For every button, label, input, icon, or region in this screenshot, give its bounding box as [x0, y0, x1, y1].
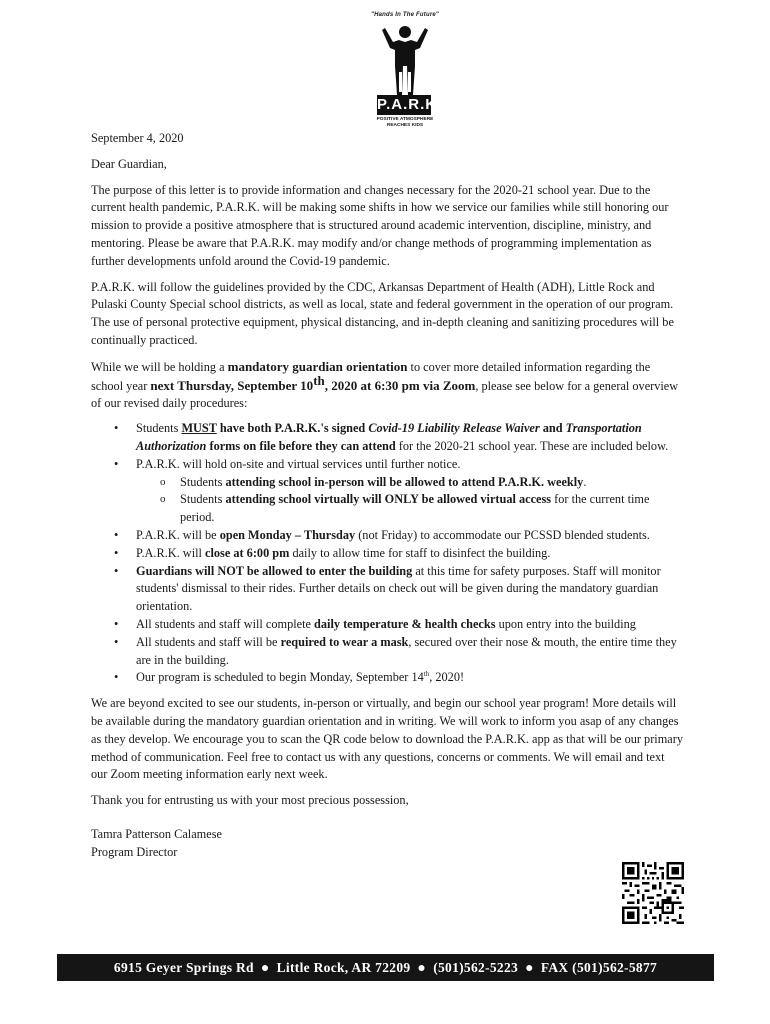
footer-fax: FAX (501)562-5877: [540, 960, 658, 975]
list-item: • Students MUST have both P.A.R.K.'s signed Covid-19 Liability Release Waiver and Transportation Authorization forms on file before they can attend for the 2020-21 school year. These are included below.: [136, 420, 683, 456]
bullet-dot-icon: ●: [417, 961, 427, 976]
list-item: • P.A.R.K. will hold on-site and virtual services until further notice. o Students attending school in-person will be allowed to attend P.A.R.K. weekly. o Students attending school virtually will ONLY be allowed virtual access for the current time period.: [136, 456, 683, 527]
logo-slogan: "Hands In The Future": [371, 12, 439, 18]
logo-tagline: POSITIVE ATMOSPHERE REACHES KIDS: [376, 117, 434, 128]
footer-phone: (501)562-5223: [433, 960, 519, 975]
list-item: • Our program is scheduled to begin Monday, September 14th, 2020!: [136, 669, 683, 687]
paragraph-purpose: The purpose of this letter is to provide information and changes necessary for the 2020-21 school year. Due to the current health pandemic, P.A.R.K. will be making some shifts in how we service our families while still honoring our mission to provide a positive atmosphere that is structured around academic intervention, discipline, ministry, and mentoring. Please be aware that P.A.R.K. may modify and/or change methods of programming implementation as further developments unfold around the Covid-19 pandemic.: [91, 182, 669, 268]
footer-contact-bar: [57, 954, 714, 981]
logo-wordmark: P.A.R.K.: [377, 96, 443, 113]
list-item: • P.A.R.K. will close at 6:00 pm daily to allow time for staff to disinfect the building.: [136, 545, 683, 563]
paragraph-guidelines: P.A.R.K. will follow the guidelines provided by the CDC, Arkansas Department of Health (ADH), Little Rock and Pulaski County Special school districts, as well as local, state and federal government in the operation of our program. The use of personal protective equipment, physical distancing, and in-depth cleaning and sanitizing procedures will be continually practiced.: [91, 279, 674, 347]
park-logo: [355, 12, 455, 130]
list-item: • P.A.R.K. will be open Monday – Thursday (not Friday) to accommodate our PCSSD blended students.: [136, 527, 683, 545]
list-item: • Guardians will NOT be allowed to enter the building at this time for safety purposes. Staff will monitor students' dismissal to their rides. Further details on check out will be given during the mandatory guardian orientation.: [136, 563, 683, 616]
letter-date: September 4, 2020: [91, 131, 184, 145]
sub-list-item: o Students attending school virtually will ONLY be allowed virtual access for the current time period.: [180, 491, 683, 527]
letter-body: [91, 130, 683, 861]
footer-city: Little Rock, AR 72209: [276, 960, 411, 975]
footer-address: 6915 Geyer Springs Rd: [113, 960, 254, 975]
qr-code-icon[interactable]: [622, 862, 684, 924]
sub-list: [136, 474, 683, 527]
list-item: • All students and staff will be required to wear a mask, secured over their nose & mouth, the entire time they are in the building.: [136, 634, 683, 670]
sub-list-item: o Students attending school in-person will be allowed to attend P.A.R.K. weekly.: [180, 474, 683, 492]
signer-name: Tamra Patterson Calamese: [91, 826, 222, 841]
salutation: Dear Guardian,: [91, 156, 167, 171]
paragraph-closing-info: We are beyond excited to see our students, in-person or virtually, and begin our school year program! More details will be available during the mandatory guardian orientation and in writing. We will work to inform you asap of any changes as they develop. We encourage you to scan the QR code below to download the P.A.R.K. app as that will be our primary method of communication. Feel free to contact us with any questions, concerns or comments. We will email and text our Zoom meeting information early next week.: [91, 696, 683, 782]
paragraph-orientation: While we will be holding a mandatory guardian orientation to cover more detailed information regarding the school year next Thursday, September 10th, 2020 at 6:30 pm via Zoom, please see below for a general overview of our revised daily procedures:: [91, 358, 679, 411]
procedures-list: [91, 420, 683, 687]
signer-title: Program Director: [91, 844, 178, 859]
bullet-dot-icon: ●: [525, 961, 534, 976]
bullet-dot-icon: ●: [260, 961, 270, 976]
closing-line: Thank you for entrusting us with your most precious possession,: [91, 793, 409, 808]
logo-figure-icon: [355, 16, 455, 100]
list-item: • All students and staff will complete daily temperature & health checks upon entry into the building: [136, 616, 683, 634]
